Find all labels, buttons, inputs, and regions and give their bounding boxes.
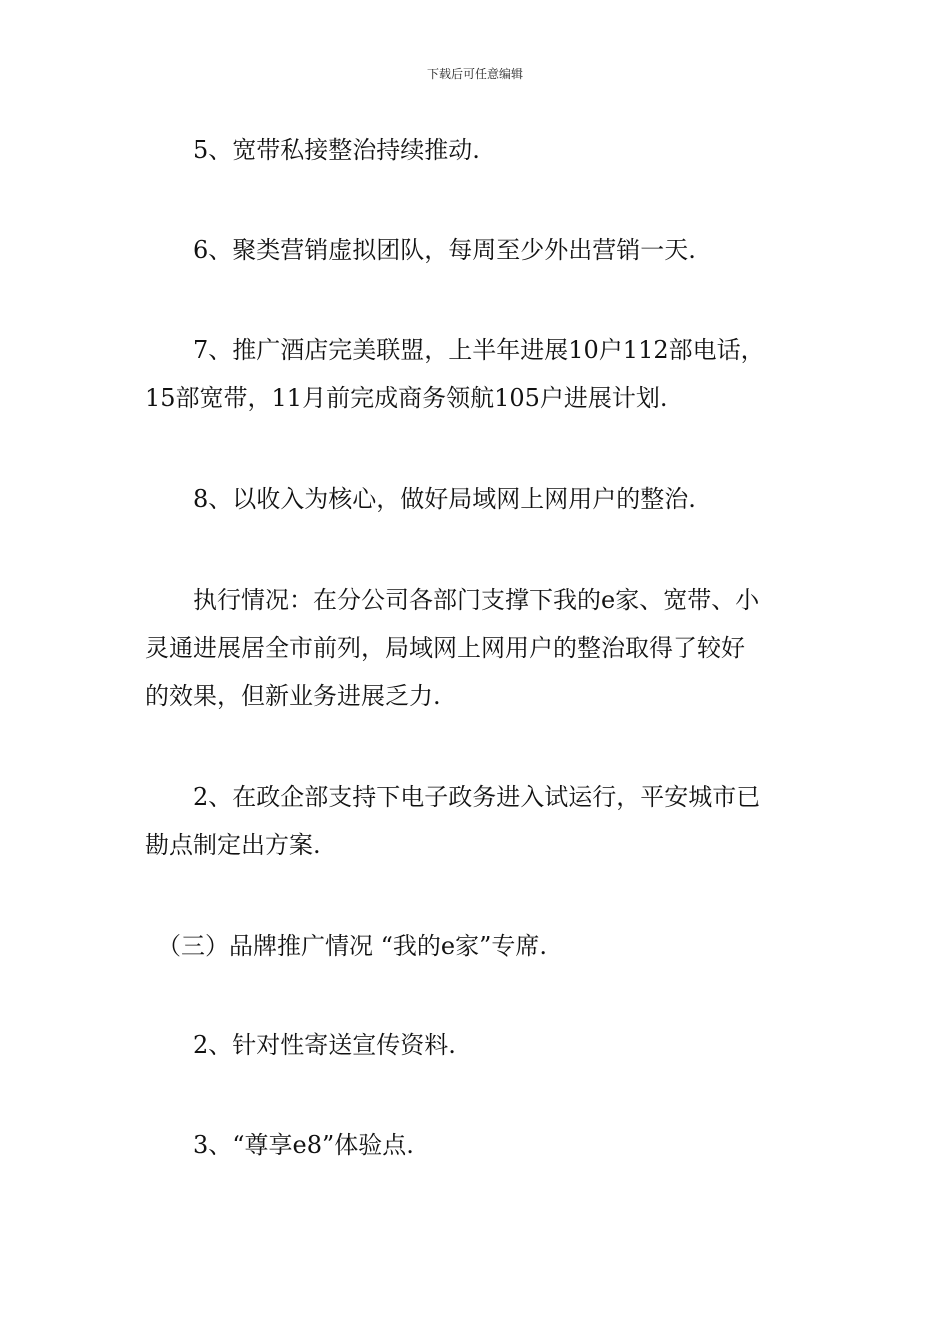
paragraph-line: 2、针对性寄送宣传资料.	[145, 1031, 456, 1059]
paragraph-promo-materials	[145, 1021, 835, 1069]
paragraph-item-8	[145, 475, 835, 523]
paragraph-execution-status	[145, 576, 835, 720]
paragraph-line: 5、宽带私接整治持续推动.	[145, 136, 480, 164]
paragraph-line: （三）品牌推广情况 “我的e家”专席.	[145, 932, 547, 960]
paragraph-line: 的效果，但新业务进展乏力.	[145, 682, 441, 710]
paragraph-line: 7、推广酒店完美联盟，上半年进展10户112部电话，	[145, 336, 765, 364]
paragraph-experience-point	[145, 1121, 835, 1169]
paragraph-item-7	[145, 326, 835, 422]
page-header-note: 下载后可任意编辑	[426, 67, 523, 81]
paragraph-line: 15部宽带，11月前完成商务领航105户进展计划.	[145, 384, 668, 412]
paragraph-line: 灵通进展居全市前列，局域网上网用户的整治取得了较好	[145, 634, 745, 662]
paragraph-line: 勘点制定出方案.	[145, 831, 321, 859]
paragraph-e-government	[145, 773, 835, 869]
section-heading-brand-promotion	[145, 922, 835, 970]
paragraph-line: 执行情况：在分公司各部门支撑下我的e家、宽带、小	[145, 586, 760, 614]
paragraph-item-6	[145, 226, 835, 274]
paragraph-line: 2、在政企部支持下电子政务进入试运行，平安城市已	[145, 783, 761, 811]
paragraph-line: 3、“尊享e8”体验点.	[145, 1131, 414, 1159]
paragraph-item-5	[145, 126, 835, 174]
paragraph-line: 6、聚类营销虚拟团队，每周至少外出营销一天.	[145, 236, 696, 264]
paragraph-line: 8、以收入为核心，做好局域网上网用户的整治.	[145, 485, 696, 513]
